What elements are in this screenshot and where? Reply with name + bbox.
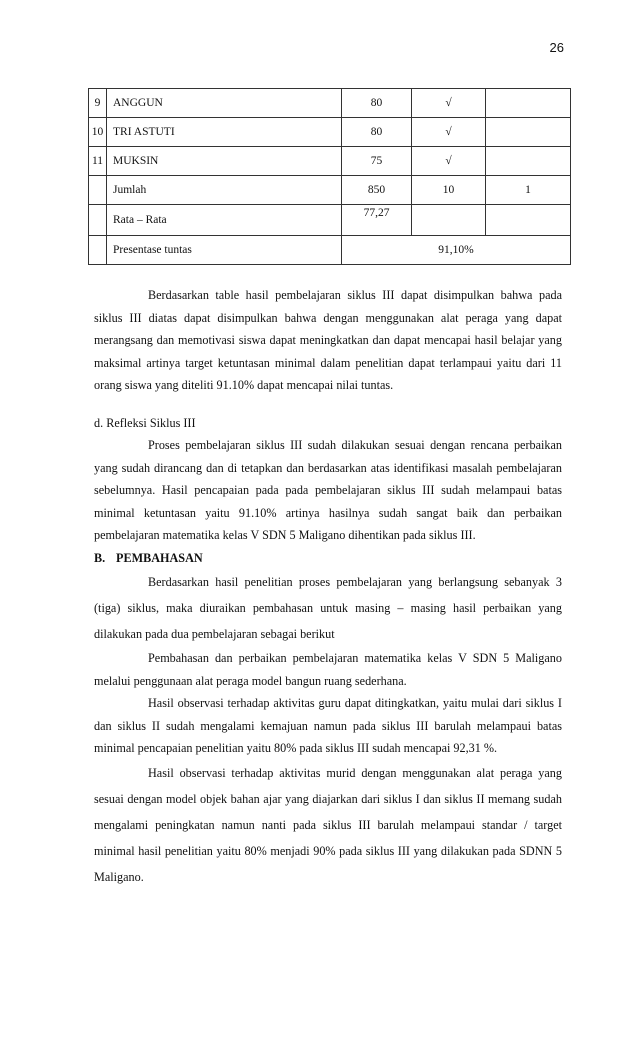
tidak-tuntas-mark: [486, 89, 571, 118]
rata-score: 77,27: [342, 205, 412, 236]
row-number: 11: [89, 147, 107, 176]
presentase-row: [89, 236, 571, 265]
results-table: [88, 88, 571, 265]
tuntas-mark: √: [412, 147, 486, 176]
jumlah-label: Jumlah: [107, 176, 342, 205]
student-score: 75: [342, 147, 412, 176]
paragraph-perbaikan: Pembahasan dan perbaikan pembelajaran matematika kelas V SDN 5 Maligano melalui penggunaan alat peraga model bangun ruang sederhana.: [94, 651, 562, 688]
tuntas-mark: √: [412, 118, 486, 147]
tidak-tuntas-mark: [486, 147, 571, 176]
section-heading: [94, 547, 562, 570]
jumlah-row: [89, 176, 571, 205]
table-row: [89, 118, 571, 147]
empty-cell: [89, 236, 107, 265]
presentase-label: Presentase tuntas: [107, 236, 342, 265]
paragraph-observasi-murid: Hasil observasi terhadap aktivitas murid dengan menggunakan alat peraga yang sesuai dengan model objek bahan ajar yang diajarkan dari siklus I dan siklus II memang sudah mengalami peningkatan namun nanti pada siklus III barulah melampaui standar / target minimal hasil penelitian yaitu 80% menjadi 90% pada siklus III yang dilakukan pada SDNN 5 Maligano.: [94, 765, 562, 884]
rata-row: [89, 205, 571, 236]
section-heading-label: B.: [94, 550, 106, 565]
student-name: MUKSIN: [107, 147, 342, 176]
jumlah-tidak-tuntas: 1: [486, 176, 571, 205]
paragraph-refleksi: Proses pembelajaran siklus III sudah dilakukan sesuai dengan rencana perbaikan yang sudah dirancang dan di tetapkan dan berdasarkan atas identifikasi masalah pembelajaran sebelumnya. Hasil pencapaian pada pada pembelajaran siklus III sudah melampaui batas minimal ketuntasan yaitu 91.10% artinya hasilnya sudah sangat baik dan perbaikan pembelajaran matematika kelas V SDN 5 Maligano dihentikan pada siklus III.: [94, 438, 562, 542]
student-score: 80: [342, 89, 412, 118]
row-number: 10: [89, 118, 107, 147]
presentase-value: 91,10%: [342, 236, 571, 265]
student-score: 80: [342, 118, 412, 147]
tidak-tuntas-mark: [486, 118, 571, 147]
empty-cell: [412, 205, 486, 236]
jumlah-tuntas: 10: [412, 176, 486, 205]
student-name: TRI ASTUTI: [107, 118, 342, 147]
paragraph-observasi-guru: Hasil observasi terhadap aktivitas guru dapat ditingkatkan, yaitu mulai dari siklus I dan siklus II sudah mengalami kemajuan namun pada siklus III barulah melampaui batas minimal pencapaian penelitian yaitu 80% pada siklus III sudah mencapai 92,31 %.: [94, 696, 562, 755]
table-row: [89, 147, 571, 176]
sub-heading-refleksi: d. Refleksi Siklus III: [94, 415, 196, 430]
paragraph-conclusion: Berdasarkan table hasil pembelajaran siklus III dapat disimpulkan bahwa pada siklus III diatas dapat disimpulkan bahwa dengan menggunakan alat peraga yang dapat merangsang dan memotivasi siswa dapat meningkatkan dan dapat mencapai hasil belajar yang maksimal artinya target ketuntasan minimal dalam penelitian dapat terlampaui yaitu dari 11 orang siswa yang diteliti 91.10% dapat mencapai nilai tuntas.: [94, 288, 562, 392]
section-heading-text: PEMBAHASAN: [116, 550, 203, 565]
paragraph-pembahasan: Berdasarkan hasil penelitian proses pembelajaran yang berlangsung sebanyak 3 (tiga) siklus, maka diuraikan pembahasan untuk masing – masing hasil perbaikan yang dilakukan pada dua pembelajaran sebagai berikut: [94, 575, 562, 641]
rata-label: Rata – Rata: [107, 205, 342, 236]
table-row: [89, 89, 571, 118]
tuntas-mark: √: [412, 89, 486, 118]
empty-cell: [486, 205, 571, 236]
empty-cell: [89, 176, 107, 205]
jumlah-score: 850: [342, 176, 412, 205]
empty-cell: [89, 205, 107, 236]
student-name: ANGGUN: [107, 89, 342, 118]
row-number: 9: [89, 89, 107, 118]
document-body: [94, 284, 562, 890]
page-number: 26: [549, 40, 564, 55]
